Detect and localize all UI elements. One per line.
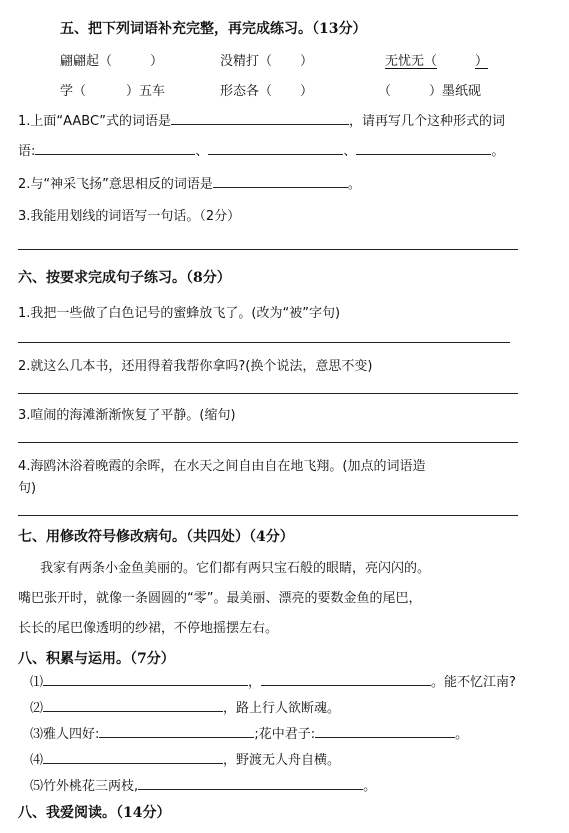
section-8-title: 八、积累与运用。（7分） (18, 651, 175, 667)
passage-line-3: 长长的尾巴像透明的纱裙，不停地摇摆左右。 (18, 621, 279, 636)
poem-line-5: ⑸竹外桃花三两枝, 。 (30, 775, 376, 794)
question-6-3: 3.喧闹的海滩渐渐恢复了平静。(缩句) (18, 408, 236, 423)
answer-blank[interactable] (171, 110, 349, 125)
section-9-title: 八、我爱阅读。（14分） (18, 805, 171, 821)
question-6-2: 2.就这么几本书，还用得着我帮你拿吗?(换个说法，意思不变) (18, 359, 373, 374)
answer-blank[interactable] (138, 775, 363, 790)
fill-item-5: 形态各（ ） (220, 84, 314, 99)
answer-line[interactable] (18, 442, 518, 443)
fill-item-3: 无忧无（ ） (385, 54, 489, 69)
fill-item-2: 没精打（ ） (220, 54, 314, 69)
poem-line-3: ⑶雅人四好: ;花中君子: 。 (30, 723, 468, 742)
answer-blank[interactable] (315, 723, 455, 738)
answer-line[interactable] (18, 393, 518, 394)
answer-blank[interactable] (213, 173, 348, 188)
answer-blank[interactable] (43, 749, 223, 764)
answer-blank[interactable] (35, 140, 195, 155)
answer-line[interactable] (18, 249, 518, 250)
answer-blank[interactable] (43, 697, 223, 712)
section-5-title: 五、把下列词语补充完整，再完成练习。（13分） (60, 21, 367, 37)
answer-blank[interactable] (208, 140, 343, 155)
section-6-title: 六、按要求完成句子练习。（8分） (18, 270, 231, 286)
passage-line-1: 我家有两条小金鱼美丽的。它们都有两只宝石般的眼睛，亮闪闪的。 (40, 561, 431, 576)
question-5-1: 1.上面“AABC”式的词语是 ，请再写几个这种形式的词 (18, 110, 505, 129)
poem-line-4: ⑷ ，野渡无人舟自横。 (30, 749, 340, 768)
answer-blank[interactable] (356, 140, 491, 155)
answer-blank[interactable] (43, 671, 248, 686)
section-7-title: 七、用修改符号修改病句。（共四处）（4分） (18, 529, 294, 545)
question-6-4: 4.海鸥沐浴着晚霞的余晖，在水天之间自由自在地飞翔。(加点的词语造 (18, 459, 426, 474)
passage-line-2: 嘴巴张开时，就像一条圆圆的“零”。最美丽、漂亮的要数金鱼的尾巴， (18, 591, 422, 606)
question-5-2: 2.与“神采飞扬”意思相反的词语是 。 (18, 173, 361, 192)
fill-item-4: 学（ ）五车 (60, 84, 166, 99)
answer-line[interactable] (18, 515, 518, 516)
question-5-3: 3.我能用划线的词语写一句话。（2分） (18, 209, 241, 224)
fill-item-6: （ ）墨纸砚 (378, 84, 482, 99)
answer-line[interactable] (18, 342, 510, 343)
answer-blank[interactable] (99, 723, 254, 738)
question-5-1-cont: 语: 、 、 。 (18, 140, 504, 159)
fill-item-1: 翩翩起（ ） (60, 54, 164, 69)
poem-line-1: ⑴ ， 。能不忆江南? (30, 671, 516, 690)
question-6-4-cont: 句) (18, 481, 37, 496)
question-6-1: 1.我把一些做了白色记号的蜜蜂放飞了。(改为“被”字句) (18, 306, 341, 321)
answer-blank[interactable] (261, 671, 431, 686)
poem-line-2: ⑵ ，路上行人欲断魂。 (30, 697, 340, 716)
